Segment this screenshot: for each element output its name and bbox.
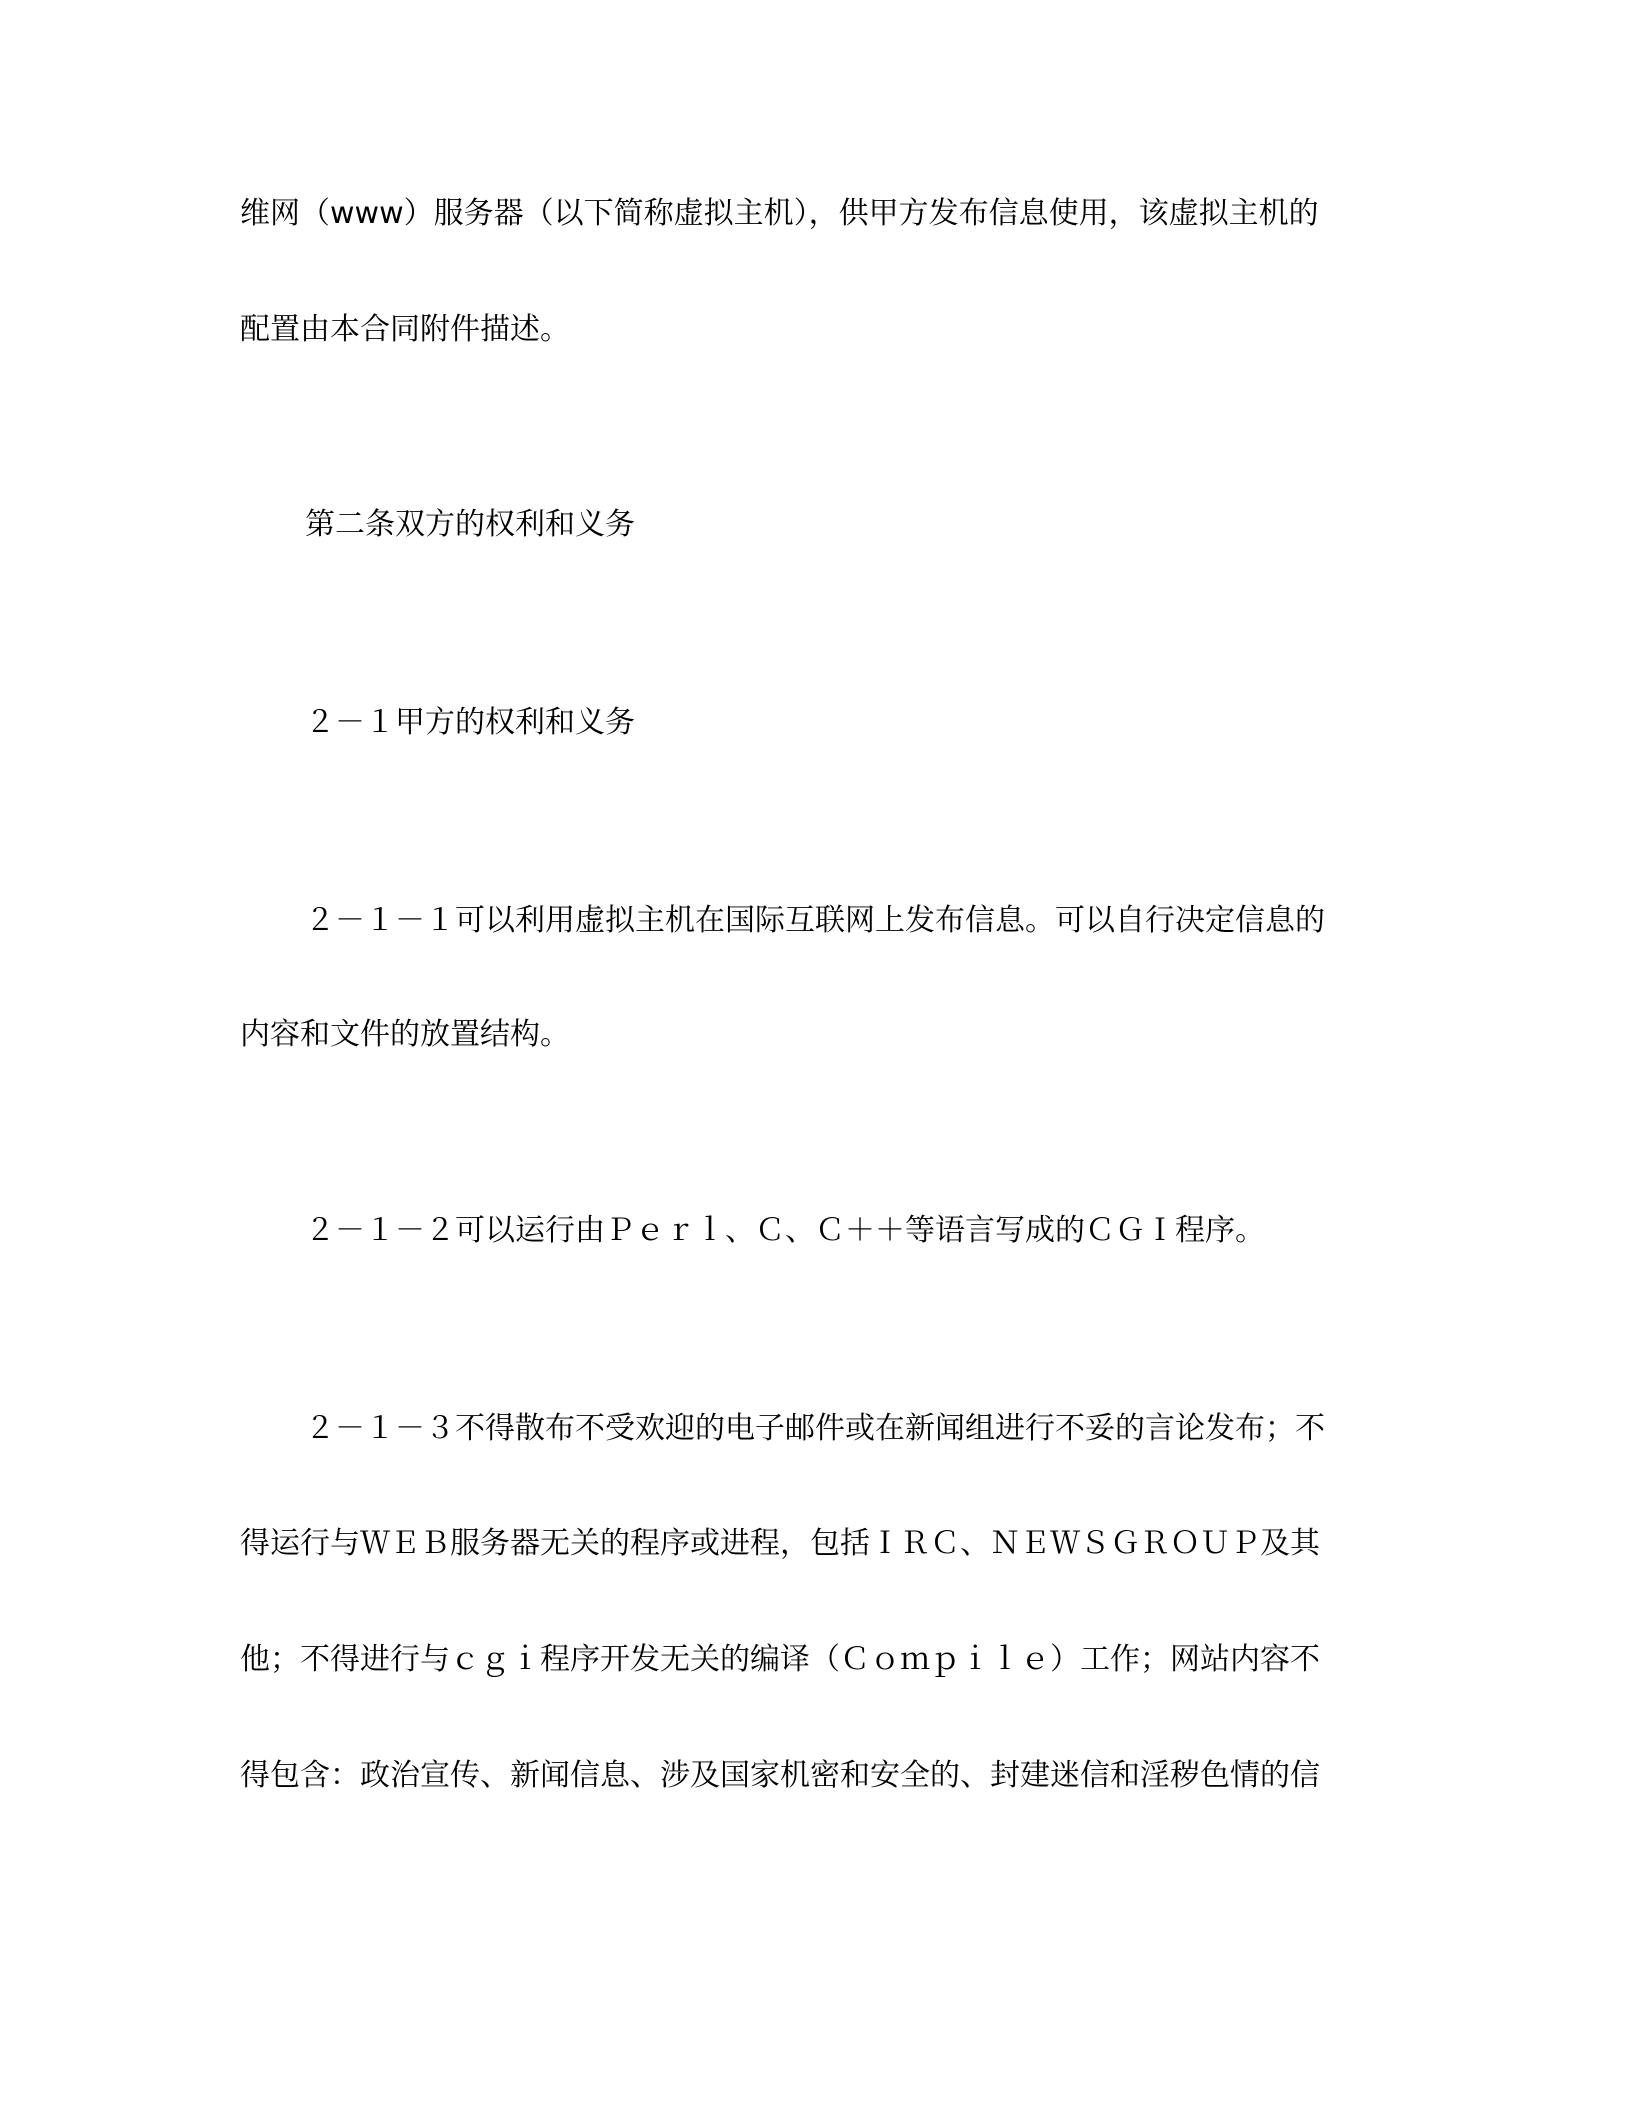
clause-line: ２－１－１可以利用虚拟主机在国际互联网上发布信息。可以自行决定信息的 (305, 903, 1325, 938)
clause-line: 得运行与ＷＥＢ服务器无关的程序或进程，包括ＩＲＣ、ＮＥＷＳＧＲＯＵＰ及其 (240, 1526, 1320, 1561)
clause-line: 他；不得进行与ｃｇｉ程序开发无关的编译（Ｃｏｍｐｉｌｅ）工作；网站内容不 (240, 1642, 1320, 1677)
clause-line: 内容和文件的放置结构。 (240, 1017, 570, 1052)
clause-line: ２－１－２可以运行由Ｐｅｒｌ、Ｃ、Ｃ＋＋等语言写成的ＣＧＩ程序。 (305, 1213, 1265, 1248)
paragraph-line: 配置由本合同附件描述。 (240, 312, 570, 347)
section-heading: 第二条双方的权利和义务 (305, 507, 635, 542)
clause-line: 得包含：政治宣传、新闻信息、涉及国家机密和安全的、封建迷信和淫秽色情的信 (240, 1758, 1320, 1793)
subsection-heading: ２－１甲方的权利和义务 (305, 705, 635, 740)
paragraph-line: 维网（www）服务器（以下简称虚拟主机），供甲方发布信息使用，该虚拟主机的 (240, 196, 1319, 231)
clause-line: ２－１－３不得散布不受欢迎的电子邮件或在新闻组进行不妥的言论发布；不 (305, 1411, 1325, 1446)
